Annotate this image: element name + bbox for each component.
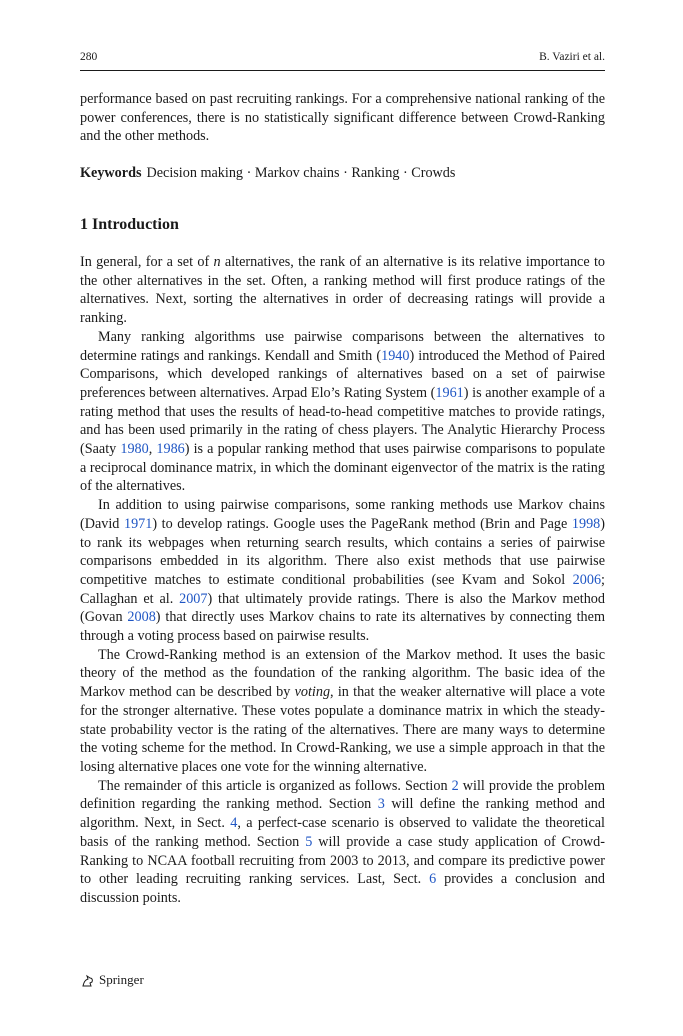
citation-link[interactable]: 3 xyxy=(377,796,385,813)
citation-link[interactable]: 2 xyxy=(451,777,459,794)
paragraph-4: The Crowd-Ranking method is an extension of the Markov method. It uses the basic theory of the method as the foundation of the ranking algorithm. The basic idea of the Markov method can be described by voting, in that the weaker alternative will place a vote for the stronger alternative. These votes populate a dominance matrix in which the steady-state probability vector is the rating of the alternatives. There are many ways to determine the voting scheme for the method. In Crowd-Ranking, we use a simple approach in that the losing alternative places one vote for the winning alternative. xyxy=(80,646,605,775)
keywords-label: Keywords xyxy=(80,165,142,181)
citation-link[interactable]: 1940 xyxy=(381,347,410,364)
publisher-name: Springer xyxy=(99,972,144,987)
citation-link[interactable]: 4 xyxy=(230,815,238,832)
section-body xyxy=(80,253,605,908)
running-header xyxy=(80,50,605,64)
citation-link[interactable]: 1986 xyxy=(156,441,185,458)
running-authors: B. Vaziri et al. xyxy=(539,51,605,63)
emphasis-text: voting xyxy=(294,684,331,701)
publisher-footer xyxy=(80,972,144,988)
paragraph-3: In addition to using pairwise comparisons, some ranking methods use Markov chains (David 1971) to develop ratings. Google uses the PageRank method (Brin and Page 1998) to rank its webpages when returning search results, which contains a series of pairwise comparisons embedded in its algorithm. There also exist methods that use pairwise competitive matches to estimate conditional probabilities (see Kvam and Sokol 2006; Callaghan et al. 2007) that ultimately provide ratings. There is also the Markov method (Govan 2008) that directly uses Markov chains to rate its alternatives by connecting them through a voting process based on pairwise results. xyxy=(80,497,605,645)
paragraph-1: In general, for a set of n alternatives, the rank of an alternative is its relative importance to the other alternatives in the set. Often, a ranking method will first produce ratings of the alternatives. Next, sorting the alternatives in order of decreasing ratings will provide a ranking. xyxy=(80,254,606,327)
header-rule xyxy=(80,70,605,71)
citation-link[interactable]: 1980 xyxy=(120,441,149,458)
citation-link[interactable]: 1961 xyxy=(435,384,464,401)
paragraph-2: Many ranking algorithms use pairwise comparisons between the alternatives to determine ratings and rankings. Kendall and Smith (1940) introduced the Method of Paired Comparisons, which developed rankings of alternatives based on a set of pairwise preferences between alternatives. Arpad Elo’s Rating System (1961) is another example of a rating method that uses the results of head-to-head competitive matches to provide ratings, and has been used primarily in the rating of chess players. The Analytic Hierarchy Process (Saaty 1980, 1986) is a popular ranking method that uses pairwise comparisons to populate a reciprocal dominance matrix, in which the dominant eigenvector of the matrix is the rating of the alternatives. xyxy=(80,328,606,495)
citation-link[interactable]: 2008 xyxy=(127,609,156,626)
citation-link[interactable]: 2006 xyxy=(572,571,602,588)
citation-link[interactable]: 6 xyxy=(429,871,437,888)
page-number: 280 xyxy=(80,51,98,63)
keywords-text: Decision making · Markov chains · Ranking · Crowds xyxy=(146,165,456,181)
emphasis-text: n xyxy=(213,254,221,270)
abstract-tail: performance based on past recruiting rankings. For a comprehensive national ranking of the power conferences, there is no statistically significant difference between Crowd-Ranking and the other methods. xyxy=(80,91,605,145)
springer-horse-icon xyxy=(80,972,96,988)
citation-link[interactable]: 2007 xyxy=(179,590,208,607)
keywords xyxy=(80,164,605,183)
citation-link[interactable]: 5 xyxy=(305,833,313,850)
citation-link[interactable]: 1971 xyxy=(123,515,153,532)
citation-link[interactable]: 1998 xyxy=(571,515,601,532)
section-heading: 1 Introduction xyxy=(80,216,179,233)
paragraph-5: The remainder of this article is organized as follows. Section 2 will provide the problem definition regarding the ranking method. Section 3 will define the ranking method and algorithm. Next, in Sect. 4, a perfect-case scenario is observed to validate the theoretical basis of the ranking method. Section 5 will provide a case study application of Crowd-Ranking to NCAA football recruiting from 2003 to 2013, and compare its predictive power to other leading recruiting ranking services. Last, Sect. 6 provides a conclusion and discussion points. xyxy=(80,777,606,906)
